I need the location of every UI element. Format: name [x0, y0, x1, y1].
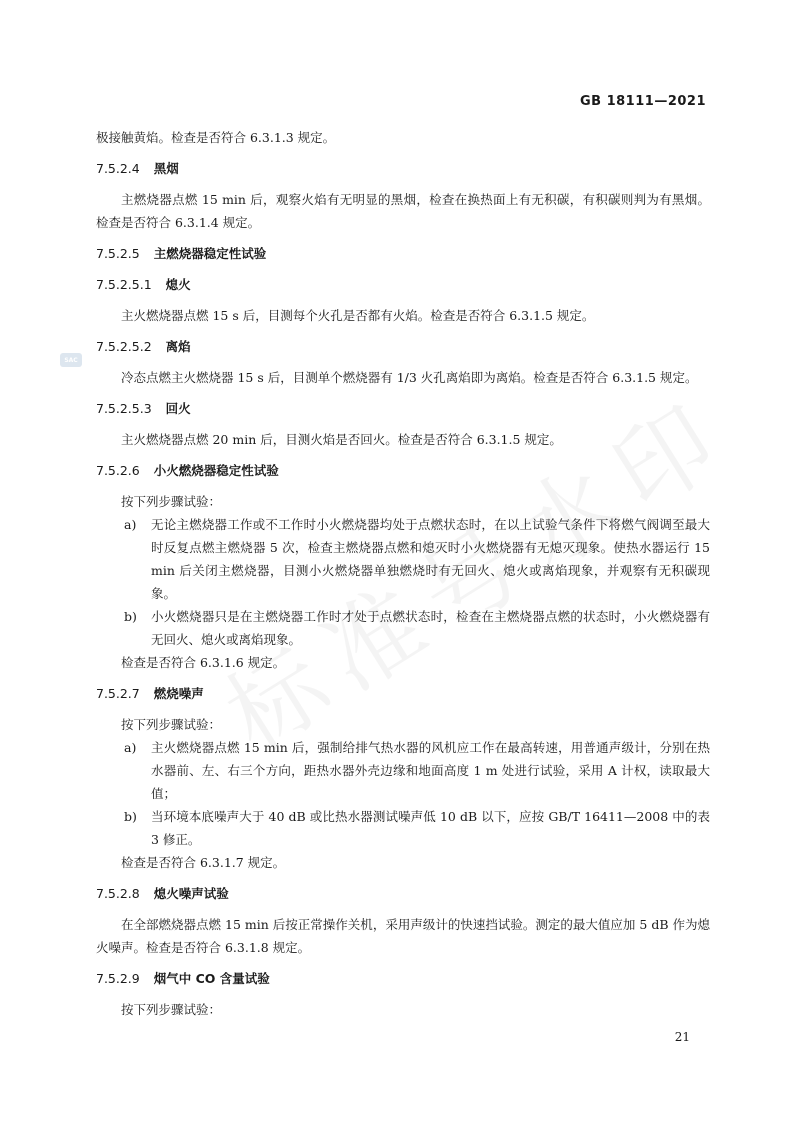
section-heading-7-5-2-4: [96, 157, 710, 180]
section-number: 7.5.2.7: [96, 686, 140, 701]
paragraph-black-smoke: 主燃烧器点燃 15 min 后，观察火焰有无明显的黑烟，检查在换热面上有无积碳，有积碳则判为有黑烟。检查是否符合 6.3.1.4 规定。: [96, 192, 710, 230]
list-text: 小火燃烧器只是在主燃烧器工作时才处于点燃状态时，检查在主燃烧器点燃的状态时，小火燃烧器有无回火、熄火或离焰现象。: [151, 609, 710, 647]
paragraph-check: 检查是否符合 6.3.1.7 规定。: [121, 855, 286, 870]
section-number: 7.5.2.5.2: [96, 339, 152, 354]
paragraph-steps-intro: 按下列步骤试验：: [121, 1002, 222, 1017]
page-number: 21: [674, 1030, 690, 1044]
paragraph-shutdown-noise: 在全部燃烧器点燃 15 min 后按正常操作关机，采用声级计的快速挡试验。测定的最大值应加 5 dB 作为熄火噪声。检查是否符合 6.3.1.8 规定。: [96, 917, 710, 955]
section-heading-7-5-2-9: [96, 967, 710, 990]
section-number: 7.5.2.6: [96, 463, 140, 478]
section-number: 7.5.2.5: [96, 246, 140, 261]
list-marker: a): [124, 740, 137, 755]
list-marker: b): [124, 809, 137, 824]
section-heading-7-5-2-7: [96, 682, 710, 705]
section-title: 熄火噪声试验: [153, 886, 229, 901]
section-heading-7-5-2-5: [96, 242, 710, 265]
logo-text: SAC: [64, 356, 78, 364]
standard-code-header: GB 18111—2021: [579, 94, 706, 109]
section-number: 7.5.2.5.3: [96, 401, 152, 416]
section-title: 离焰: [165, 339, 191, 354]
section-title: 主燃烧器稳定性试验: [153, 246, 267, 261]
document-body: [96, 126, 710, 1021]
section-title: 黑烟: [153, 161, 179, 176]
list-marker: b): [124, 609, 137, 624]
list-item: [96, 513, 710, 605]
list-text: 无论主燃烧器工作或不工作时小火燃烧器均处于点燃状态时，在以上试验气条件下将燃气阀调至最大时反复点燃主燃烧器 5 次，检查主燃烧器点燃和熄灭时小火燃烧器有无熄灭现象。使热水器运行 15 min 后关闭主燃烧器，目测小火燃烧器单独燃烧时有无回火、熄火或离焰现象，并观察有无积碳现象。: [151, 517, 710, 601]
list-item: [96, 805, 710, 851]
section-number: 7.5.2.9: [96, 971, 140, 986]
section-title: 熄火: [165, 277, 191, 292]
section-title: 回火: [165, 401, 191, 416]
list-text: 当环境本底噪声大于 40 dB 或比热水器测试噪声低 10 dB 以下，应按 GB/T 16411—2008 中的表 3 修正。: [151, 809, 710, 847]
list-item: [96, 736, 710, 805]
paragraph-steps-intro: 按下列步骤试验：: [121, 494, 222, 509]
section-title: 烟气中 CO 含量试验: [153, 971, 270, 986]
section-heading-7-5-2-5-2: [96, 335, 710, 358]
section-heading-7-5-2-5-1: [96, 273, 710, 296]
step-list-7-5-2-7: [96, 736, 710, 851]
section-heading-7-5-2-8: [96, 882, 710, 905]
step-list-7-5-2-6: [96, 513, 710, 651]
sac-logo: [60, 353, 82, 367]
paragraph-steps-intro: 按下列步骤试验：: [121, 717, 222, 732]
paragraph-intro: 极接触黄焰。检查是否符合 6.3.1.3 规定。: [96, 130, 336, 145]
section-heading-7-5-2-5-3: [96, 397, 710, 420]
paragraph-flame-lift: 冷态点燃主火燃烧器 15 s 后，目测单个燃烧器有 1/3 火孔离焰即为离焰。检查是否符合 6.3.1.5 规定。: [121, 370, 698, 385]
paragraph-flashback: 主火燃烧器点燃 20 min 后，目测火焰是否回火。检查是否符合 6.3.1.5 规定。: [121, 432, 562, 447]
list-marker: a): [124, 517, 137, 532]
section-number: 7.5.2.5.1: [96, 277, 152, 292]
section-number: 7.5.2.8: [96, 886, 140, 901]
list-text: 主火燃烧器点燃 15 min 后，强制给排气热水器的风机应工作在最高转速，用普通声级计，分别在热水器前、左、右三个方向，距热水器外壳边缘和地面高度 1 m 处进行试验，采用 A 计权，读取最大值；: [151, 740, 710, 801]
section-heading-7-5-2-6: [96, 459, 710, 482]
list-item: [96, 605, 710, 651]
section-number: 7.5.2.4: [96, 161, 140, 176]
section-title: 燃烧噪声: [153, 686, 204, 701]
section-title: 小火燃烧器稳定性试验: [153, 463, 279, 478]
paragraph-check: 检查是否符合 6.3.1.6 规定。: [121, 655, 286, 670]
paragraph-flameout: 主火燃烧器点燃 15 s 后，目测每个火孔是否都有火焰。检查是否符合 6.3.1.5 规定。: [121, 308, 595, 323]
